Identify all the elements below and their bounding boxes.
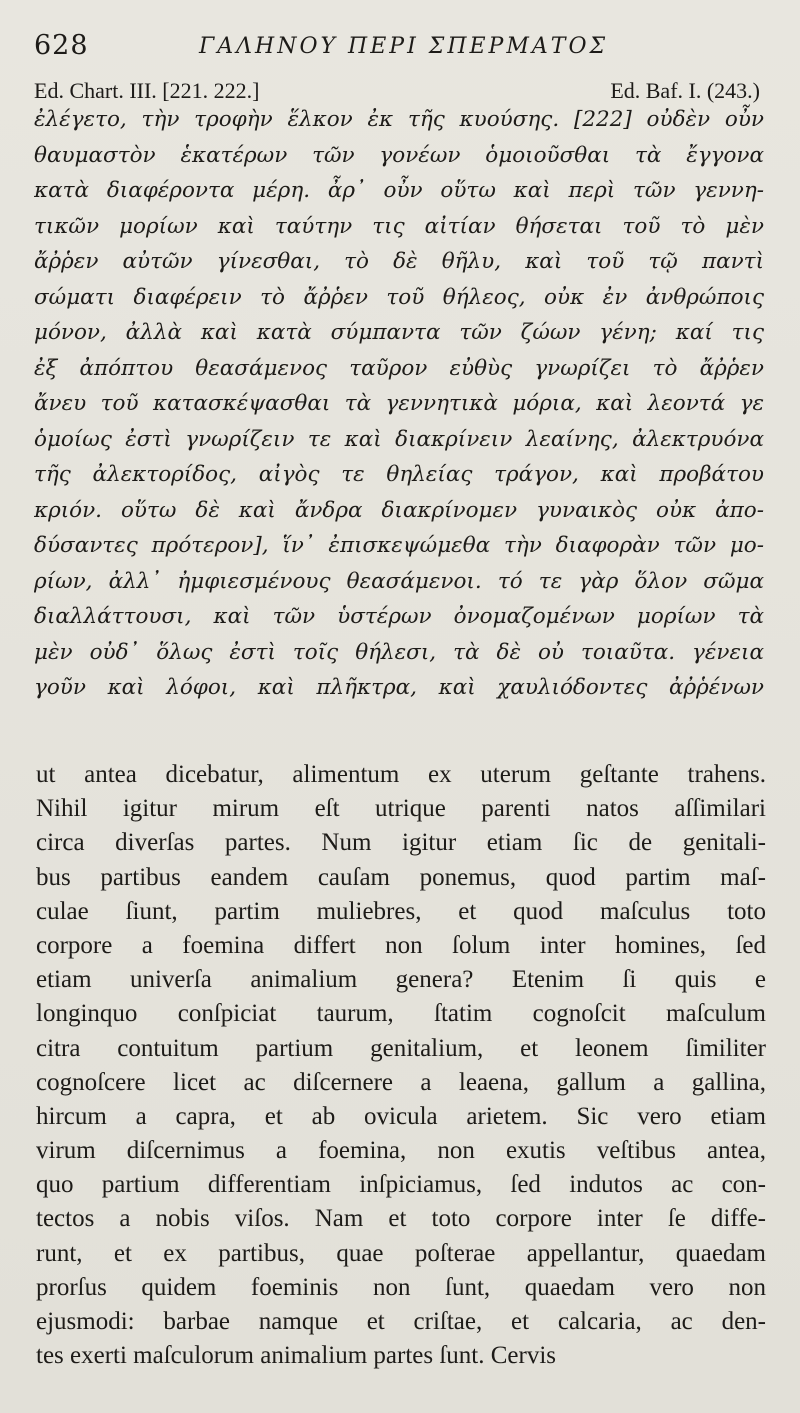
greek-text-line: τικῶν μορίων καὶ ταύτην τις αἰτίαν θήσεται τοῦ τὸ μὲν <box>34 213 764 239</box>
greek-text-line: δύσαντες πρότερον], ἵν᾽ ἐπισκεψώμεθα τὴν διαφορὰν τῶν μο- <box>34 533 764 558</box>
latin-text-block <box>36 758 766 1373</box>
greek-text-line: ἐλέγετο, τὴν τροφὴν ἕλκον ἐκ τῆς κυούσης. [222] οὐδὲν οὖν <box>34 107 764 132</box>
edition-basel: Ed. Baf. I. (243.) <box>610 78 760 103</box>
latin-text-line: ejusmodi: barbae namque et criſtae, et calcaria, ac den- <box>36 1308 766 1335</box>
latin-text-line: bus partibus eandem cauſam ponemus, quod partim maſ- <box>36 863 766 891</box>
greek-text-line: διαλλάττουσι, καὶ τῶν ὑστέρων ὀνομαζομένων μορίων τὰ <box>34 604 764 629</box>
latin-text-line: corpore a foemina differt non ſolum inter homines, ſed <box>36 931 766 959</box>
greek-text-line: τῆς ἀλεκτορίδος, αἰγὸς τε θηλείας τράγον, καὶ προβάτου <box>34 462 764 487</box>
greek-text-line: ὁμοίως ἐστὶ γνωρίζειν τε καὶ διακρίνειν λεαίνης, ἀλεκτρυόνα <box>34 426 764 452</box>
greek-text-line: θαυμαστὸν ἑκατέρων τῶν γονέων ὁμοιοῦσθαι τὰ ἔγγονα <box>34 142 764 168</box>
running-title: ΓΑΛΗΝΟΥ ΠΕΡΙ ΣΠΕΡΜΑΤΟΣ <box>199 34 609 59</box>
page-header <box>34 26 760 66</box>
greek-text-line: μόνον, ἀλλὰ καὶ κατὰ σύμπαντα τῶν ζώων γένη; καί τις <box>34 320 764 345</box>
latin-text-line: circa diverſas partes. Num igitur etiam ſic de genitali- <box>36 829 766 857</box>
latin-text-line: tes exerti maſculorum animalium partes ſunt. Cervis <box>36 1342 557 1370</box>
latin-text-line: citra contuitum partium genitalium, et leonem ſimiliter <box>36 1034 766 1062</box>
edition-chartier: Ed. Chart. III. [221. 222.] <box>34 78 260 103</box>
greek-text-line: ἐξ ἀπόπτου θεασάμενος ταῦρον εὐθὺς γνωρίζει τὸ ἄῤῥεν <box>34 355 764 381</box>
greek-text-line: κατὰ διαφέροντα μέρη. ἆρ᾽ οὖν οὕτω καὶ περὶ τῶν γεννη- <box>34 178 764 203</box>
latin-text-line: quo partium differentiam inſpiciamus, ſed indutos ac con- <box>36 1171 766 1199</box>
latin-text-line: hircum a capra, et ab ovicula arietem. Sic vero etiam <box>36 1102 766 1130</box>
latin-text-line: ut antea dicebatur, alimentum ex uterum geſtante trahens. <box>36 761 766 788</box>
greek-text-line: σώματι διαφέρειν τὸ ἄῤῥεν τοῦ θήλεος, οὐκ ἐν ἀνθρώποις <box>34 284 764 310</box>
greek-text-line: μὲν οὐδ᾽ ὅλως ἐστὶ τοῖς θήλεσι, τὰ δὲ οὐ τοιαῦτα. γένεια <box>34 639 764 665</box>
latin-text-line: prorſus quidem foeminis non ſunt, quaedam vero non <box>36 1273 766 1301</box>
latin-text-line: culae ſiunt, partim muliebres, et quod maſculus toto <box>36 897 766 925</box>
greek-text-line: ρίων, ἀλλ᾽ ἠμφιεσμένους θεασάμενοι. τό τε γὰρ ὅλον σῶμα <box>34 568 764 594</box>
latin-text-line: tectos a nobis viſos. Nam et toto corpore inter ſe diffe- <box>36 1205 766 1233</box>
latin-text-line: Nihil igitur mirum eſt utrique parenti natos aſſimilari <box>36 795 766 823</box>
greek-text-line: ἄῤῥεν αὐτῶν γίνεσθαι, τὸ δὲ θῆλυ, καὶ τοῦ τῷ παντὶ <box>34 249 764 274</box>
greek-text-block <box>34 102 764 706</box>
latin-text-line: etiam univerſa animalium genera? Etenim ſi quis e <box>36 966 766 994</box>
greek-text-line: γοῦν καὶ λόφοι, καὶ πλῆκτρα, καὶ χαυλιόδοντες ἀῤῥένων <box>34 675 764 700</box>
latin-text-line: virum diſcernimus a foemina, non exutis veſtibus antea, <box>36 1137 766 1165</box>
greek-text-line: κριόν. οὕτω δὲ καὶ ἄνδρα διακρίνομεν γυναικὸς οὐκ ἀπο- <box>34 497 764 523</box>
latin-text-line: longinquo conſpiciat taurum, ſtatim cognoſcit maſculum <box>36 1000 766 1028</box>
latin-text-line: runt, et ex partibus, quae poſterae appellantur, quaedam <box>36 1239 766 1267</box>
latin-text-line: cognoſcere licet ac diſcernere a leaena, gallum a gallina, <box>36 1068 766 1096</box>
greek-text-line: ἄνευ τοῦ κατασκέψασθαι τὰ γεννητικὰ μόρια, καὶ λεοντά γε <box>34 391 764 416</box>
page-number: 628 <box>34 30 89 61</box>
